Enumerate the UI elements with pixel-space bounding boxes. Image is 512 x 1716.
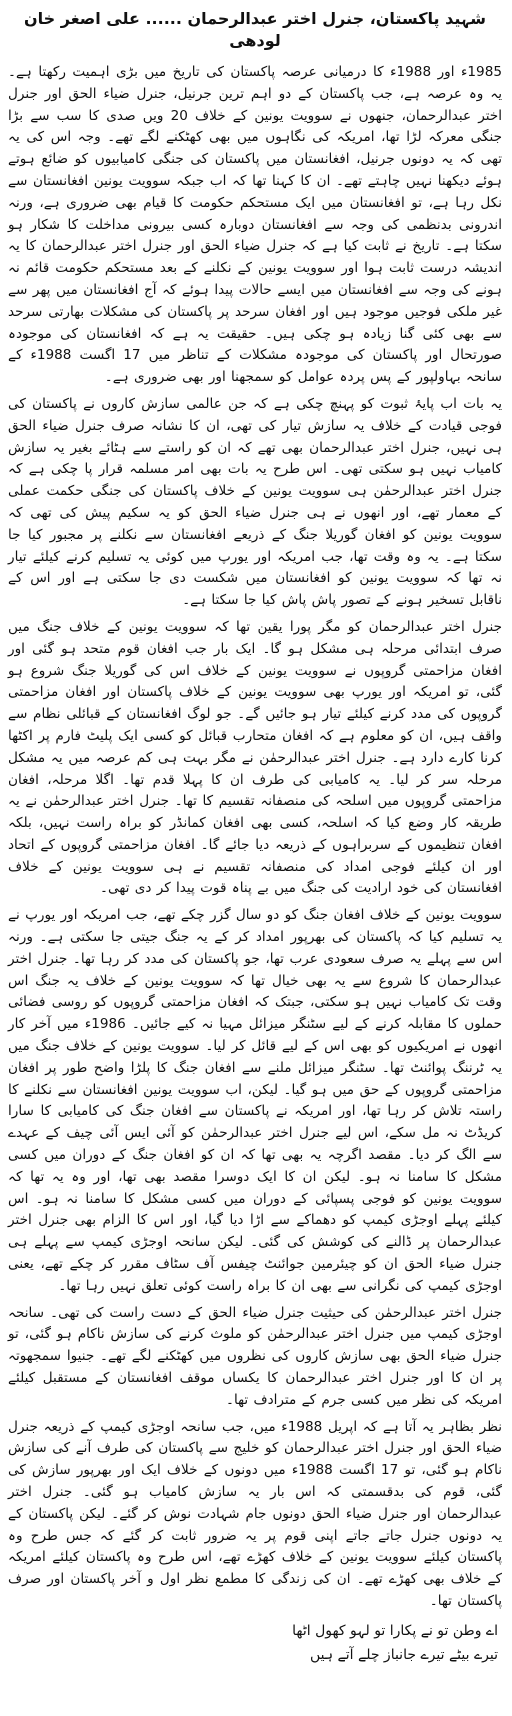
paragraph-4: سوویت یونین کے خلاف افغان جنگ کو دو سال گزر چکے تھے، جب امریکہ اور یورپ نے یہ تسلیم کیا کہ پاکستان کی بھرپور امداد کر کے یہ جنگ جیتی جا سکتی ہے۔ ورنہ اس سے پہلے یہ صرف سعودی عرب تھا، جو پاکستان کی مدد کر رہا تھا۔ جنرل اختر عبدالرحمان کا شروع سے یہ بھی خیال تھا کہ سوویت یونین کے خلاف یہ جنگ اس وقت تک کامیاب نہیں ہو سکتی، جبتک کہ افغان مزاحمتی گروپوں کو روسی فضائی حملوں کا مقابلہ کرنے کے لیے سٹنگر میزائل مہیا نہ کیے جائیں۔ 1986ء میں آخر کار انھوں نے امریکیوں کو بھی اس کے لیے قائل کر لیا۔ سوویت یونین کے خلاف جنگ میں یہ ٹرننگ پوائنٹ تھا۔ سٹنگر میزائل ملنے سے افغان جنگ کا پلڑا واضح طور پر افغان مزاحمتی گروپوں کے حق میں ہو گیا۔ لیکن، اب سوویت یونین افغانستان سے نکلنے کا راستہ تلاش کر رہا تھا، اور امریکہ نے پاکستان سے افغان جنگ کی کامیابی کا سارا کریڈٹ نہ مل سکے، اس لیے جنرل اختر عبدالرحمٰن کو آئی ایس آئی چیف کے عہدے سے الگ کر دیا۔ مقصد اگرچہ یہ بھی تھا کہ ان کو افغان جنگ کے دوران میں کسی مشکل کا سامنا نہ ہو۔ لیکن ان کا ایک دوسرا مقصد بھی تھا، اور وہ یہ تھا کہ سوویت یونین کو فوجی پسپائی کے دوران میں کسی مشکل کا سامنا نہ ہو۔ اس کیلئے پہلے اوجڑی کیمپ کو دھماکے سے اڑا دیا گیا، اور اس کا الزام بھی جنرل اختر عبدالرحمان پر ڈالنے کی کوشش کی گئی۔ لیکن سانحہ اوجڑی کیمپ سے پہلے ہی جنرل ضیاء الحق ان کو چیئرمین جوائنٹ چیفس آف سٹاف مقرر کر چکے تھے، یعنی اوجڑی کیمپ کی نگرانی سے بھی ان کا براہ راست کوئی تعلق نہیں رہا تھا۔	[8, 907, 502, 1294]
paragraph-1: 1985ء اور 1988ء کا درمیانی عرصہ پاکستان کی تاریخ میں بڑی اہمیت رکھتا ہے۔ یہ وہ عرصہ ہے، جب پاکستان کے دو اہم ترین جرنیل، جنرل ضیاء الحق اور جنرل اختر عبدالرحمان، جنھوں نے سوویت یونین کے خلاف 20 ویں صدی کا سب سے بڑا جنگی معرکہ لڑا تھا، امریکہ کی نگاہوں میں بھی کھٹکنے لگے تھے۔ وجہ اس کی یہ تھی کہ یہ دونوں جرنیل، افغانستان میں پاکستان کی جنگی کامیابیوں کو ضائع ہوتے ہوئے دیکھنا نہیں چاہتے تھے۔ ان کا کہنا تھا کہ اب جبکہ سوویت یونین افغانستان سے نکل رہا ہے، تو افغانستان میں ایک مستحکم حکومت کا قیام بھی ضروری ہے، ورنہ اندرونی بدنظمی کی وجہ سے افغانستان دوبارہ کسی بیرونی مداخلت کا شکار ہو سکتا ہے۔ تاریخ نے ثابت کیا ہے کہ جنرل ضیاء الحق اور جنرل اختر عبدالرحمان کا یہ اندیشہ درست ثابت ہوا اور سوویت یونین کے نکلنے کے بعد مستحکم حکومت قائم نہ ہونے کی وجہ سے افغانستان میں ایسے حالات پیدا ہوئے کہ آج افغانستان میں پھر سے غیر ملکی فوجیں موجود ہیں اور افغان سرحد پر پاکستان کی مشکلات بھارتی سرحد سے بھی کئی گنا زیادہ ہو چکی ہیں۔ حقیقت یہ ہے کہ افغانستان کی موجودہ صورتحال اور پاکستان کی موجودہ مشکلات کے تناظر میں 17 اگست 1988ء کے سانحہ بہاولپور کے پس پردہ عوامل کو سمجھنا اور بھی ضروری ہے۔	[8, 64, 502, 386]
paragraph-3: جنرل اختر عبدالرحمان کو مگر پورا یقین تھا کہ سوویت یونین کے خلاف جنگ میں صرف ابتدائی مرحلہ ہی مشکل ہو گا۔ ایک بار جب افغان قوم متحد ہو گئی اور افغان مزاحمتی گروپوں نے سوویت یونین کے خلاف اس کی گوریلا جنگ شروع ہو گئی، تو امریکہ اور یورپ بھی سوویت یونین کے خلاف پاکستان اور افغان مزاحمتی گروپوں کی مدد کرنے کیلئے تیار ہو جائیں گے۔ جو لوگ افغانستان کے قبائلی نظام سے واقف ہیں، ان کو معلوم ہے کہ افغان متحارب قبائل کو کسی ایک پلیٹ فارم پر اکٹھا کرنا کارے دارد ہے۔ جنرل اختر عبدالرحمٰن نے مگر بہت ہی کم عرصہ میں یہ مشکل مرحلہ سر کر لیا۔ یہ کامیابی کی طرف ان کا پہلا قدم تھا۔ اگلا مرحلہ، افغان مزاحمتی گروپوں میں اسلحہ کی منصفانہ تقسیم کا تھا۔ جنرل اختر عبدالرحمٰن نے یہ طریقہ کار وضع کیا کہ اسلحہ، کسی بھی افغان کمانڈر کو براہ راست نہیں، بلکہ افغان تنظیموں کے سربراہوں کے ذریعہ دیا جائے گا۔ افغان مزاحمتی گروپوں کے اتحاد اور ان کیلئے فوجی امداد کی منصفانہ تقسیم نے ہی سوویت یونین کے خلاف افغانستان کی خود ارادیت کی جنگ میں بے پناہ قوت پیدا کر دی تھی۔	[8, 618, 502, 897]
verse-line-2: تیرے بیٹے تیرے جانباز چلے آتے ہیں	[310, 1646, 498, 1663]
article-body	[8, 62, 502, 1613]
paragraph-6: نظر بظاہر یہ آتا ہے کہ اپریل 1988ء میں، جب سانحہ اوجڑی کیمپ کے ذریعہ جنرل ضیاء الحق اور جنرل اختر عبدالرحمان کو خلیج سے پاکستان کی طرف آنے کی سازش ناکام ہو گئی، تو 17 اگست 1988ء میں دونوں کے خلاف ایک اور بھرپور سازش کی گئی، قوم کی بدقسمتی کہ اس بار یہ سازش کامیاب ہو گئی۔ جنرل اختر عبدالرحمان اور جنرل ضیاء الحق دونوں جام شہادت نوش کر گئے۔ لیکن پاکستان کے یہ دونوں جنرل جاتے جاتے اپنی قوم پر یہ ضرور ثابت کر گئے کہ جس طرح وہ پاکستان کیلئے سوویت یونین کے خلاف کھڑے تھے، اس طرح وہ پاکستان کیلئے امریکہ کے خلاف بھی کھڑے تھے۔ ان کی زندگی کا مطمع نظر اول و آخر پاکستان اور صرف پاکستان تھا۔	[8, 1418, 503, 1609]
verse-line-1: اے وطن تو نے پکارا تو لہو کھول اٹھا	[292, 1622, 498, 1639]
closing-verse	[8, 1619, 502, 1667]
article-title: شہید پاکستان، جنرل اختر عبدالرحمان ...... علی اصغر خان لودھی	[23, 9, 487, 50]
paragraph-5: جنرل اختر عبدالرحمٰن کی حیثیت جنرل ضیاء الحق کے دست راست کی تھی۔ سانحہ اوجڑی کیمپ میں جنرل اختر عبدالرحمٰن کو ملوث کرنے کی سازش ناکام ہو گئی، تو جنرل ضیاء الحق بھی سازش کاروں کی نظروں میں کھٹکنے لگے تھے۔ جنیوا سمجھوتہ پر ان کا اور جنرل اختر عبدالرحمان کا یکساں موقف افغانستان کے مستقبل کیلئے امریکہ کی نظر میں کسی جرم کے مترادف تھا۔	[8, 1304, 502, 1408]
paragraph-2: یہ بات اب پایۂ ثبوت کو پہنچ چکی ہے کہ جن عالمی سازش کاروں نے پاکستان کی فوجی قیادت کے خلاف یہ سازش تیار کی تھی، ان کا نشانہ صرف جنرل ضیاء الحق ہی نہیں، جنرل اختر عبدالرحمان بھی تھے کہ ان کو راستے سے ہٹائے بغیر یہ سازش کامیاب نہیں ہو سکتی تھی۔ اس طرح یہ بات بھی امر مسلمہ قرار پا چکی ہے کہ جنرل اختر عبدالرحمٰن ہی سوویت یونین کے خلاف پاکستان کی جنگی حکمت عملی کے معمار تھے، اور انھوں نے ہی جنرل ضیاء الحق کو یہ سکیم پیش کی تھی کہ سوویت یونین کو افغان گوریلا جنگ کے ذریعے افغانستان سے نکلنے پر مجبور کیا جا سکتا ہے۔ یہ وہ وقت تھا، جب امریکہ اور یورپ میں کوئی یہ تسلیم کرنے کیلئے تیار نہ تھا کہ سوویت یونین کو افغانستان میں شکست دی جا سکتی ہے اور اس کے ناقابل تسخیر ہونے کے تصور پاش پاش کیا جا سکتا ہے۔	[8, 395, 502, 609]
